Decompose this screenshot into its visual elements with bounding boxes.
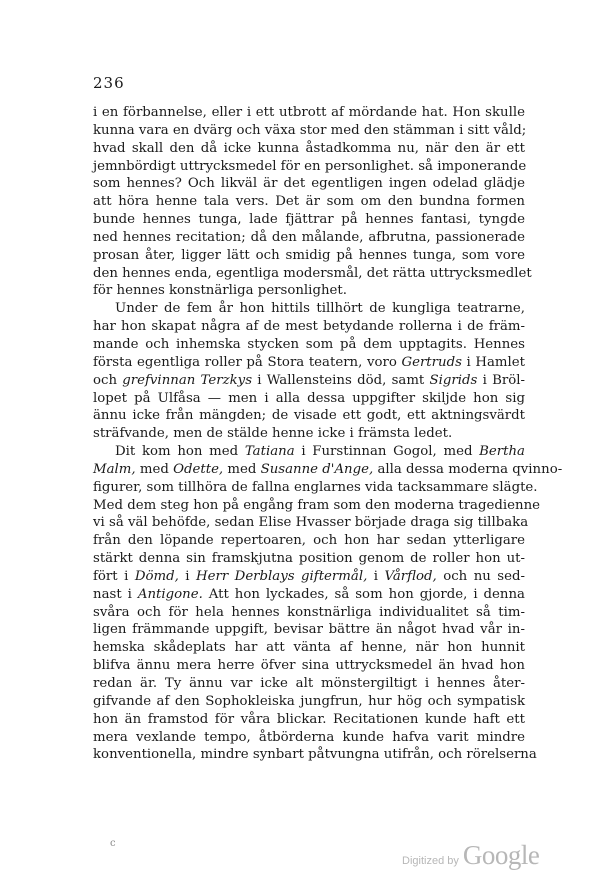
text-segment: hon än framstod för våra blickar. Recitationen kunde haft ett: [93, 711, 525, 727]
text-segment: för hennes konstnärliga personlighet.: [93, 283, 347, 299]
text-segment: mande och inhemska stycken som på dem upptagits. Hennes: [93, 336, 525, 352]
text-segment: hvad skall den då icke kunna åstadkomma nu, när den är ett: [93, 140, 525, 156]
text-line: [93, 247, 525, 265]
text-segment: alla dessa moderna qvinno-: [373, 461, 563, 477]
text-line: [93, 693, 525, 711]
text-segment: Med dem steg hon på engång fram som den moderna tragedienne: [93, 497, 540, 513]
text-line: [93, 443, 525, 461]
text-line: [93, 354, 525, 372]
text-segment: med: [223, 461, 261, 477]
body-text: [93, 104, 563, 764]
text-segment: sträfvande, men de stälde henne icke i främsta ledet.: [93, 426, 453, 442]
text-line: [93, 372, 525, 390]
text-segment: som hennes? Och likväl är det egentligen ingen odelad glädje: [93, 176, 525, 192]
text-line: [93, 300, 525, 318]
text-segment: ned hennes recitation; då den målande, afbrutna, passionerade: [93, 229, 525, 245]
text-line: [93, 746, 537, 764]
text-line: [93, 390, 525, 408]
text-line: [93, 229, 525, 247]
italic-text: Susanne d'Ange,: [260, 461, 374, 477]
text-line: [93, 122, 525, 140]
text-segment: nast i: [93, 586, 138, 602]
italic-text: grefvinnan Terzkys: [122, 372, 253, 388]
text-line: [93, 158, 525, 176]
text-segment: blifva ännu mera herre öfver sina uttrycksmedel än hvad hon: [93, 658, 525, 674]
text-segment: mera vexlande tempo, åtbörderna kunde hafva varit mindre: [93, 729, 525, 745]
italic-text: Antigone.: [137, 586, 203, 602]
text-line: [93, 711, 525, 729]
text-line: [93, 586, 525, 604]
italic-text: Vårflod,: [384, 568, 437, 584]
text-segment: i Bröl-: [477, 372, 525, 388]
text-line: [93, 140, 525, 158]
text-segment: jemnbördigt uttrycksmedel för en personlighet. så imponerande: [93, 158, 527, 174]
italic-text: Tatiana: [244, 444, 295, 460]
text-line: [93, 604, 525, 622]
text-line: [93, 282, 525, 300]
text-segment: ännu icke från mängden; de visade ett godt, ett aktningsvärdt: [93, 408, 525, 424]
text-line: [93, 675, 525, 693]
text-segment: lopet på Ulfåsa — men i alla dessa uppgifter skiljde hon sig: [93, 390, 525, 406]
italic-text: Dömd,: [134, 568, 179, 584]
text-segment: den hennes enda, egentliga modersmål, det rätta uttrycksmedlet: [93, 265, 532, 281]
text-line: [93, 532, 525, 550]
text-line: [93, 211, 525, 229]
footer-mark: c: [110, 838, 116, 849]
text-segment: figurer, som tillhöra de fallna englarnes vida tacksammare slägte.: [93, 479, 538, 495]
text-segment: svåra och för hela hennes konstnärliga individualitet så tim-: [93, 604, 525, 620]
text-segment: bunde hennes tunga, lade fjättrar på hennes fantasi, tyngde: [93, 212, 525, 228]
text-line: [93, 657, 525, 675]
text-line: [93, 265, 532, 283]
italic-text: Herr Derblays giftermål,: [196, 568, 368, 584]
text-segment: från den löpande repertoaren, och hon har sedan ytterligare: [93, 533, 525, 549]
italic-text: Odette,: [173, 461, 224, 477]
text-segment: att höra henne tala vers. Det är som om den bundna formen: [93, 194, 525, 210]
text-segment: i Hamlet: [461, 354, 525, 370]
italic-text: Malm,: [93, 461, 136, 477]
text-line: [93, 175, 525, 193]
google-logo: Google: [462, 840, 540, 870]
italic-text: Sigrids: [429, 372, 478, 388]
text-line: [93, 407, 525, 425]
digitized-watermark: [402, 840, 539, 871]
text-segment: prosan åter, ligger lätt och smidig på hennes tunga, som vore: [93, 247, 525, 263]
text-segment: gifvande af den Sophokleiska jungfrun, hur hög och sympatisk: [93, 693, 525, 709]
text-line: [93, 461, 563, 479]
text-line: [93, 425, 525, 443]
text-segment: Under de fem år hon hittils tillhört de kungliga teatrarne,: [115, 301, 525, 317]
text-line: [93, 104, 525, 122]
text-segment: stärkt denna sin framskjutna position genom de roller hon ut-: [93, 551, 525, 567]
text-segment: redan är. Ty ännu var icke alt mönstergiltigt i hennes åter-: [93, 676, 525, 691]
text-line: [93, 318, 525, 336]
text-line: [93, 729, 525, 747]
text-line: [93, 568, 525, 586]
italic-text: Gertruds: [401, 354, 462, 370]
page-number: 236: [93, 74, 125, 92]
text-segment: i: [367, 568, 385, 584]
text-line: [93, 479, 538, 497]
text-segment: Dit kom hon med: [115, 444, 245, 460]
text-segment: fört i: [93, 568, 135, 584]
text-line: [93, 550, 525, 568]
text-segment: hemska skådeplats har att vänta af henne, när hon hunnit: [93, 640, 525, 656]
text-segment: och: [93, 372, 123, 388]
text-segment: i Furstinnan Gogol, med: [294, 444, 480, 460]
text-segment: Att hon lyckades, så som hon gjorde, i denna: [202, 586, 525, 602]
text-line: [93, 639, 525, 657]
text-segment: ligen främmande uppgift, bevisar bättre än något hvad vår in-: [93, 622, 525, 638]
text-segment: i: [178, 568, 197, 584]
text-line: [93, 193, 525, 211]
text-segment: har hon skapat några af de mest betydande rollerna i de främ-: [93, 319, 525, 335]
text-line: [93, 514, 529, 532]
text-line: [93, 621, 525, 639]
text-line: [93, 497, 540, 515]
italic-text: Bertha: [479, 444, 525, 460]
text-segment: kunna vara en dvärg och växa stor med den stämman i sitt våld;: [93, 122, 527, 138]
text-segment: konventionella, mindre synbart påtvungna utifrån, och rörelserna: [93, 747, 537, 763]
text-line: [93, 336, 525, 354]
text-segment: med: [135, 461, 174, 477]
watermark-prefix: Digitized by: [402, 855, 459, 867]
text-segment: och nu sed-: [436, 568, 525, 584]
text-segment: i Wallensteins död, samt: [252, 372, 430, 388]
text-segment: i en förbannelse, eller i ett utbrott af mördande hat. Hon skulle: [93, 105, 525, 120]
text-segment: vi så väl behöfde, sedan Elise Hvasser började draga sig tillbaka: [93, 515, 529, 531]
text-segment: första egentliga roller på Stora teatern, voro: [93, 354, 402, 370]
